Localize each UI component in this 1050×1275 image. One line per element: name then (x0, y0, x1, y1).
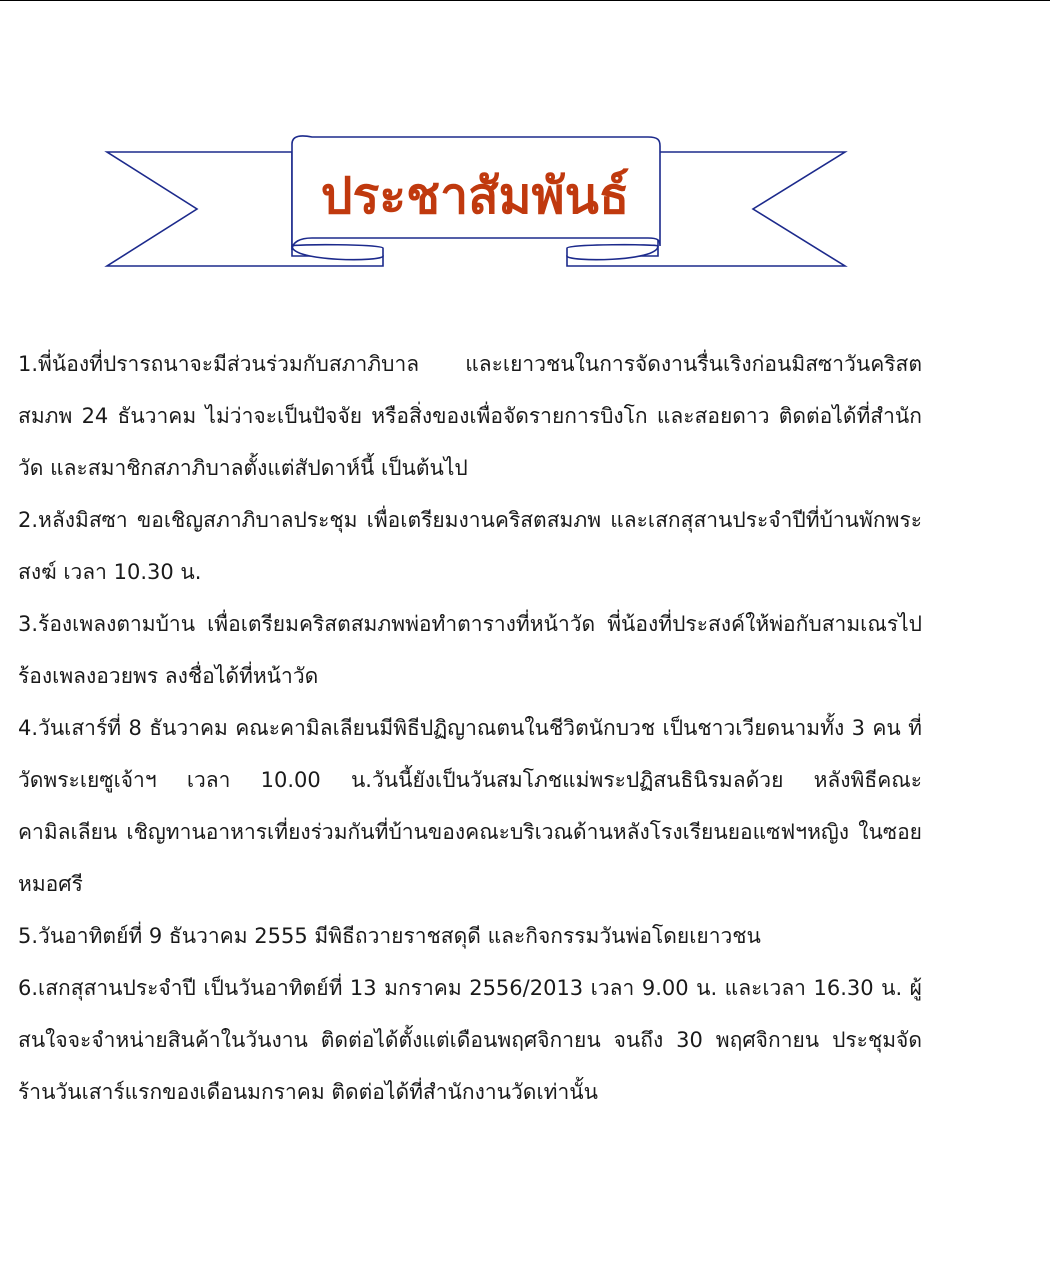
announcement-item-5: 5.วันอาทิตย์ที่ 9 ธันวาคม 2555 มีพิธีถวายราชสดุดี และกิจกรรมวันพ่อโดยเยาวชน (18, 924, 761, 948)
announcement-item-3: 3.ร้องเพลงตามบ้าน เพื่อเตรียมคริสตสมภพพ่อทำตารางที่หน้าวัด พี่น้องที่ประสงค์ให้พ่อกับสามเณรไปร้องเพลงอวยพร ลงชื่อได้ที่หน้าวัด (18, 612, 922, 688)
announcement-item-2: 2.หลังมิสซา ขอเชิญสภาภิบาลประชุม เพื่อเตรียมงานคริสตสมภพ และเสกสุสานประจำปีที่บ้านพักพระสงฆ์ เวลา 10.30 น. (18, 508, 922, 584)
announcement-item-1: 1.พี่น้องที่ปรารถนาจะมีส่วนร่วมกับสภาภิบาล และเยาวชนในการจัดงานรื่นเริงก่อนมิสซาวันคริสตสมภพ 24 ธันวาคม ไม่ว่าจะเป็นปัจจัย หรือสิ่งของเพื่อจัดรายการบิงโก และสอยดาว ติดต่อได้ที่สำนักวัด และสมาชิกสภาภิบาลตั้งแต่สัปดาห์นี้ เป็นต้นไป (18, 352, 922, 480)
announcement-item-6: 6.เสกสุสานประจำปี เป็นวันอาทิตย์ที่ 13 มกราคม 2556/2013 เวลา 9.00 น. และเวลา 16.30 น. ผู้สนใจจะจำหน่ายสินค้าในวันงาน ติดต่อได้ตั้งแต่เดือนพฤศจิกายน จนถึง 30 พฤศจิกายน ประชุมจัดร้านวันเสาร์แรกของเดือนมกราคม ติดต่อได้ที่สำนักงานวัดเท่านั้น (18, 976, 922, 1104)
announcement-item-4: 4.วันเสาร์ที่ 8 ธันวาคม คณะคามิลเลียนมีพิธีปฏิญาณตนในชีวิตนักบวช เป็นชาวเวียดนามทั้ง 3 คน ที่วัดพระเยซูเจ้าฯ เวลา 10.00 น.วันนี้ยังเป็นวันสมโภชแม่พระปฏิสนธินิรมลด้วย หลังพิธีคณะคามิลเลียน เชิญทานอาหารเที่ยงร่วมกันที่บ้านของคณะบริเวณด้านหลังโรงเรียนยอแซฟฯหญิง ในซอยหมอศรี (18, 716, 922, 896)
announcement-list (18, 338, 922, 1118)
banner-title: ประชาสัมพันธ์ (320, 166, 630, 225)
